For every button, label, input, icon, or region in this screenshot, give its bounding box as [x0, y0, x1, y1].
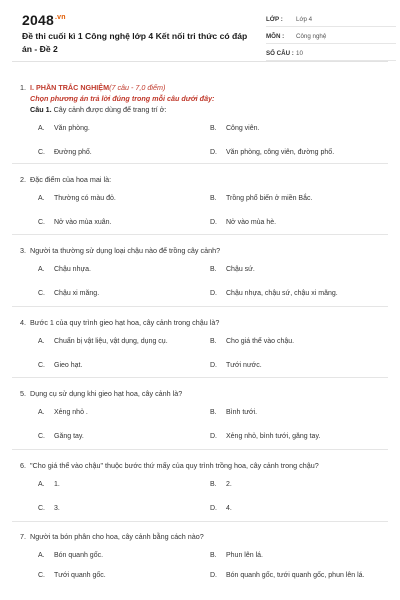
meta-label: LỚP :: [266, 15, 283, 23]
option-d[interactable]: D. Nở vào mùa hè.: [210, 219, 277, 226]
exam-title: Đề thi cuối kì 1 Công nghệ lớp 4 Kết nối tri thức có đáp án - Đề 2: [22, 31, 248, 54]
question-label: Câu 1.: [30, 105, 52, 114]
logo-text: 2048: [22, 12, 54, 28]
logo-domain: .vn: [54, 14, 66, 22]
question-divider: [12, 234, 388, 235]
question-number: 6.: [20, 461, 26, 470]
question-divider: [12, 306, 388, 307]
option-b[interactable]: B. 2.: [210, 481, 232, 488]
option-b[interactable]: B. Bình tưới.: [210, 409, 258, 416]
option-d[interactable]: D. Tưới nước.: [210, 362, 262, 369]
option-b[interactable]: B. Cho giá thể vào chậu.: [210, 338, 295, 345]
meta-row-subject: [266, 29, 396, 44]
question-block-3: [12, 245, 388, 299]
question-text: [12, 174, 388, 185]
options-grid: [12, 408, 388, 442]
options-grid: [12, 265, 388, 299]
option-c[interactable]: C. 3.: [38, 505, 60, 512]
option-d[interactable]: D. Xẻng nhỏ, bình tưới, găng tay.: [210, 433, 321, 440]
question-number: 2.: [20, 175, 26, 184]
options-grid: [12, 480, 388, 514]
question-divider: [12, 521, 388, 522]
options-grid: [12, 337, 388, 371]
question-text: [12, 317, 388, 328]
option-c[interactable]: C. Nở vào mùa xuân.: [38, 219, 112, 226]
question-number: 1.: [20, 83, 26, 92]
question-text: [12, 460, 388, 471]
option-a[interactable]: A. Chậu nhựa.: [38, 266, 91, 273]
question-block-2: [12, 174, 388, 228]
options-grid: [12, 194, 388, 228]
option-a[interactable]: A. 1.: [38, 481, 60, 488]
question-text: [12, 388, 388, 399]
option-a[interactable]: A. Chuẩn bị vật liệu, vật dụng, dụng cụ.: [38, 338, 168, 345]
exam-meta: [266, 12, 396, 61]
meta-label: SỐ CÂU :: [266, 49, 294, 57]
option-c[interactable]: C. Chậu xi măng.: [38, 290, 100, 297]
option-c[interactable]: C. Tưới quanh gốc.: [38, 572, 106, 579]
option-a[interactable]: A. Thường có màu đỏ.: [38, 195, 116, 202]
option-a[interactable]: A. Xẻng nhỏ .: [38, 409, 88, 416]
option-d[interactable]: D. 4.: [210, 505, 232, 512]
document-header: [12, 0, 388, 62]
question-text: [12, 104, 388, 115]
question-block-1: [12, 82, 388, 158]
question-block-4: [12, 317, 388, 371]
meta-value: Công nghệ: [296, 32, 327, 40]
question-prompt: Bước 1 của quy trình gieo hạt hoa, cây cảnh trong chậu là?: [30, 318, 220, 327]
option-c[interactable]: C. Đường phố.: [38, 149, 92, 156]
question-divider: [12, 377, 388, 378]
option-c[interactable]: C. Găng tay.: [38, 433, 84, 440]
question-block-5: [12, 388, 388, 442]
question-block-6: [12, 460, 388, 514]
option-c[interactable]: C. Gieo hạt.: [38, 362, 83, 369]
question-text: [12, 245, 388, 256]
part-title: I. PHẦN TRẮC NGHIỆM: [30, 83, 110, 92]
meta-row-grade: [266, 12, 396, 27]
question-prompt: Cây cảnh được dùng để trang trí ở:: [53, 105, 167, 114]
option-d[interactable]: D. Văn phòng, công viên, đường phố.: [210, 149, 335, 156]
site-logo[interactable]: [22, 12, 66, 28]
option-b[interactable]: B. Trồng phổ biến ở miền Bắc.: [210, 195, 313, 202]
options-grid: [12, 551, 388, 581]
question-number: 3.: [20, 246, 26, 255]
part-instruction: Chọn phương án trả lời đúng trong mỗi câu dưới đây:: [30, 94, 215, 103]
meta-value: Lớp 4: [296, 15, 313, 23]
meta-label: MÔN :: [266, 32, 285, 40]
part-heading: [12, 82, 388, 93]
question-number: 7.: [20, 532, 26, 541]
question-divider: [12, 449, 388, 450]
option-a[interactable]: A. Văn phòng.: [38, 125, 90, 132]
question-prompt: Đặc điểm của hoa mai là:: [30, 175, 112, 184]
meta-row-count: [266, 46, 396, 61]
option-d[interactable]: D. Chậu nhựa, chậu sứ, chậu xi măng.: [210, 290, 338, 297]
question-prompt: Dụng cụ sử dụng khi gieo hạt hoa, cây cảnh là?: [30, 389, 183, 398]
question-prompt: Người ta thường sử dụng loại chậu nào để trồng cây cảnh?: [30, 246, 221, 255]
option-b[interactable]: B. Công viên.: [210, 125, 260, 132]
option-b[interactable]: B. Phun lên lá.: [210, 552, 263, 559]
options-grid: [12, 124, 388, 158]
meta-value: 10: [296, 49, 303, 57]
question-number: 5.: [20, 389, 26, 398]
question-number: 4.: [20, 318, 26, 327]
option-d[interactable]: D. Bón quanh gốc, tưới quanh gốc, phun lên lá.: [210, 572, 365, 579]
option-a[interactable]: A. Bón quanh gốc.: [38, 552, 104, 559]
part-note: (7 câu - 7,0 điểm): [109, 83, 166, 92]
question-divider: [12, 163, 388, 164]
question-prompt: "Cho giá thể vào chậu" thuộc bước thứ mấy của quy trình trồng hoa, cây cảnh trong chậu?: [30, 461, 319, 470]
question-prompt: Người ta bón phân cho hoa, cây cảnh bằng cách nào?: [30, 532, 204, 541]
question-text: [12, 531, 388, 542]
option-b[interactable]: B. Chậu sứ.: [210, 266, 255, 273]
question-block-7: [12, 531, 388, 581]
